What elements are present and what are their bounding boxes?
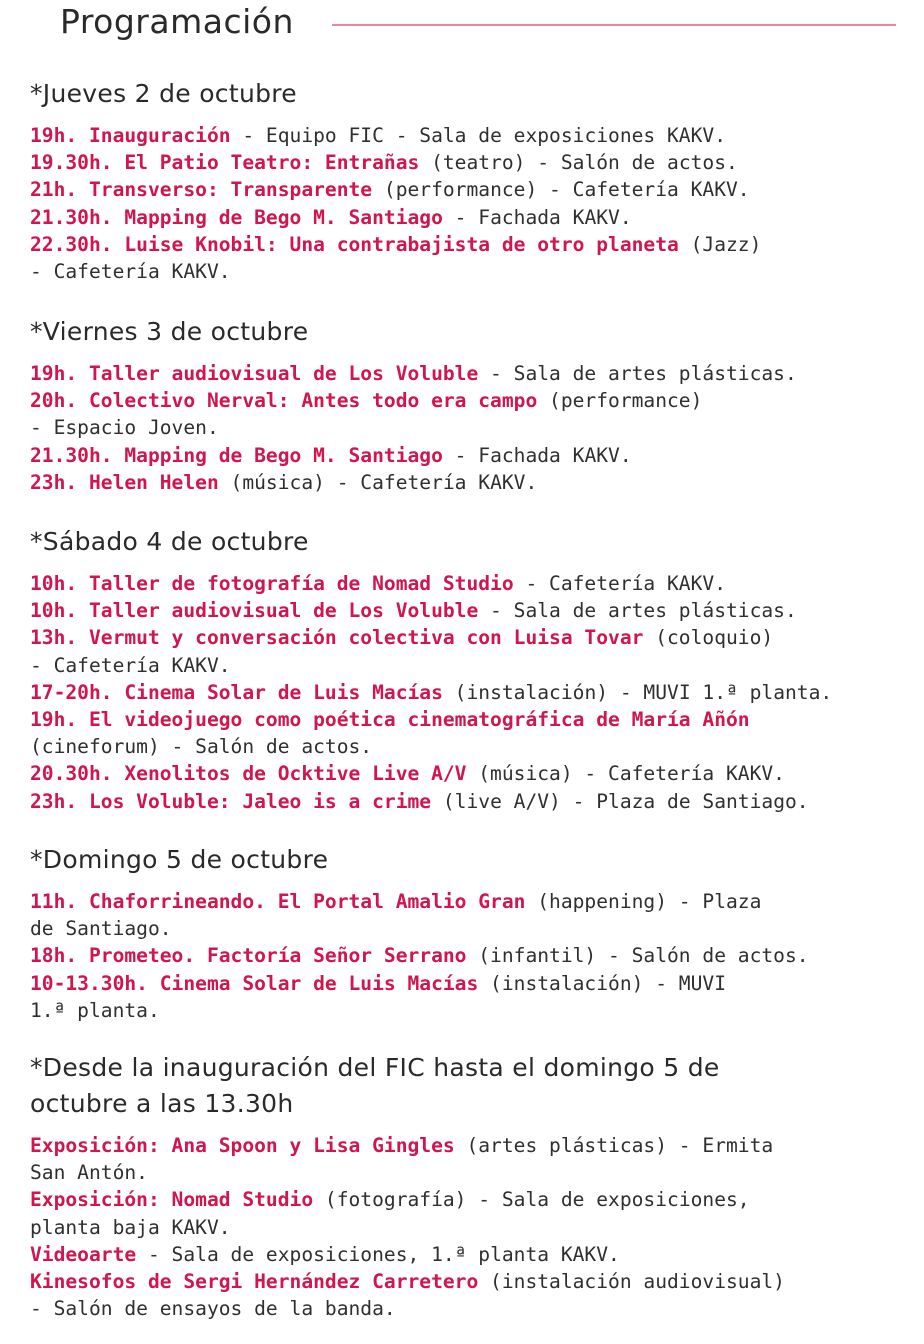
event-title: Kinesofos de Sergi Hernández Carretero — [30, 1270, 479, 1294]
event-line — [30, 122, 904, 149]
event-title: 21h. Transverso: Transparente — [30, 178, 373, 202]
event-line — [30, 888, 904, 915]
event-details: - Cafetería KAKV. — [513, 572, 726, 595]
event-line — [30, 231, 904, 258]
event-details: - Fachada KAKV. — [442, 205, 632, 229]
event-line — [30, 942, 904, 969]
event-details: (artes plásticas) - Ermita — [454, 1134, 774, 1157]
event-line — [30, 414, 904, 441]
event-details: - Espacio Joven. — [30, 416, 219, 440]
event-details: (Jazz) — [678, 232, 762, 256]
event-line — [30, 204, 904, 231]
day-heading: *Viernes 3 de octubre — [30, 317, 309, 346]
event-line — [30, 387, 904, 414]
event-title: 19.30h. El Patio Teatro: Entrañas — [30, 151, 420, 175]
event-line — [30, 469, 904, 496]
event-details: planta baja KAKV. — [30, 1215, 231, 1239]
event-details: 1.ª planta. — [30, 998, 160, 1022]
event-list — [30, 1132, 904, 1322]
event-details: - Fachada KAKV. — [442, 443, 632, 467]
event-line — [30, 149, 904, 176]
event-title: 23h. Helen Helen — [30, 470, 219, 494]
event-details: - Cafetería KAKV. — [30, 653, 231, 677]
event-details: (fotografía) - Sala de exposiciones, — [313, 1188, 750, 1212]
event-title: 13h. Vermut y conversación colectiva con Luisa Tovar — [30, 626, 644, 650]
event-line — [30, 760, 904, 787]
event-details: San Antón. — [30, 1161, 148, 1185]
event-details: (performance) - Cafetería KAKV. — [372, 178, 750, 202]
event-title: 18h. Prometeo. Factoría Señor Serrano — [30, 944, 467, 968]
event-details: (música) - Cafetería KAKV. — [466, 762, 785, 786]
event-list — [30, 360, 904, 496]
event-title: Videoarte — [30, 1242, 137, 1266]
event-line — [30, 1132, 904, 1159]
event-details: - Salón de ensayos de la banda. — [30, 1297, 396, 1321]
event-details: (coloquio) — [643, 626, 774, 650]
event-title: 21.30h. Mapping de Bego M. Santiago — [30, 205, 443, 229]
day-heading: *Sábado 4 de octubre — [30, 527, 309, 556]
event-line — [30, 176, 904, 203]
event-title: 11h. Chaforrineando. El Portal Amalio Gran — [30, 890, 526, 913]
event-details: (happening) - Plaza — [525, 890, 762, 913]
event-details: (instalación) - MUVI 1.ª planta. — [442, 680, 833, 704]
event-title: Exposición: Ana Spoon y Lisa Gingles — [30, 1134, 455, 1157]
title-row — [30, 0, 924, 52]
day-heading: *Domingo 5 de octubre — [30, 845, 329, 874]
event-details: (instalación) - MUVI — [478, 971, 726, 995]
day-section — [30, 842, 904, 1024]
event-title: 19h. Inauguración — [30, 124, 231, 147]
event-title: 19h. Taller audiovisual de Los Voluble — [30, 362, 479, 385]
event-line — [30, 442, 904, 469]
event-details: - Cafetería KAKV. — [30, 260, 231, 284]
event-details: (música) - Cafetería KAKV. — [218, 470, 538, 494]
event-list — [30, 570, 904, 815]
event-title: Exposición: Nomad Studio — [30, 1188, 314, 1212]
event-title: 20h. Colectivo Nerval: Antes todo era campo — [30, 389, 538, 413]
event-details: - Equipo FIC - Sala de exposiciones KAKV. — [230, 124, 726, 147]
event-details: (instalación audiovisual) — [478, 1270, 785, 1294]
event-line — [30, 570, 904, 597]
event-line — [30, 597, 904, 624]
event-title: 10-13.30h. Cinema Solar de Luis Macías — [30, 971, 479, 995]
event-title: 10h. Taller de fotografía de Nomad Studio — [30, 572, 514, 595]
event-title: 21.30h. Mapping de Bego M. Santiago — [30, 443, 443, 467]
event-line — [30, 788, 904, 815]
day-heading: *Jueves 2 de octubre — [30, 79, 297, 108]
event-line — [30, 1295, 904, 1322]
event-list — [30, 888, 904, 1024]
event-line — [30, 1159, 904, 1186]
event-line — [30, 1241, 904, 1268]
event-line — [30, 679, 904, 706]
event-details: - Sala de artes plásticas. — [478, 362, 797, 385]
event-details: (teatro) - Salón de actos. — [419, 151, 738, 175]
event-details: - Sala de artes plásticas. — [478, 599, 797, 623]
day-section — [30, 1050, 904, 1322]
event-line — [30, 360, 904, 387]
event-line — [30, 1214, 904, 1241]
event-details: (performance) — [537, 389, 703, 413]
event-title: 17-20h. Cinema Solar de Luis Macías — [30, 680, 443, 704]
event-title: 10h. Taller audiovisual de Los Voluble — [30, 599, 479, 623]
event-details: (live A/V) - Plaza de Santiago. — [431, 789, 809, 813]
event-line — [30, 258, 904, 285]
event-line — [30, 1268, 904, 1295]
day-section — [30, 76, 904, 285]
event-details: (infantil) - Salón de actos. — [466, 944, 809, 968]
event-title: 22.30h. Luise Knobil: Una contrabajista de otro planeta — [30, 232, 679, 256]
event-title: 23h. Los Voluble: Jaleo is a crime — [30, 789, 432, 813]
title-divider — [332, 24, 896, 26]
day-section — [30, 314, 904, 496]
day-section — [30, 524, 904, 815]
event-line — [30, 1186, 904, 1213]
event-details: de Santiago. — [30, 917, 172, 941]
event-line — [30, 624, 904, 651]
event-details: - Sala de exposiciones, 1.ª planta KAKV. — [136, 1242, 620, 1266]
page-title: Programación — [60, 2, 294, 41]
event-line — [30, 915, 904, 942]
event-details: (cineforum) - Salón de actos. — [30, 735, 373, 759]
event-title: 20.30h. Xenolitos de Ocktive Live A/V — [30, 762, 467, 786]
event-line — [30, 970, 904, 997]
event-line — [30, 733, 904, 760]
event-line — [30, 652, 904, 679]
event-list — [30, 122, 904, 285]
event-line — [30, 706, 904, 733]
event-title: 19h. El videojuego como poética cinematográfica de María Añón — [30, 708, 750, 732]
event-line — [30, 997, 904, 1024]
day-heading: *Desde la inauguración del FIC hasta el domingo 5 de octubre a las 13.30h — [30, 1053, 720, 1118]
